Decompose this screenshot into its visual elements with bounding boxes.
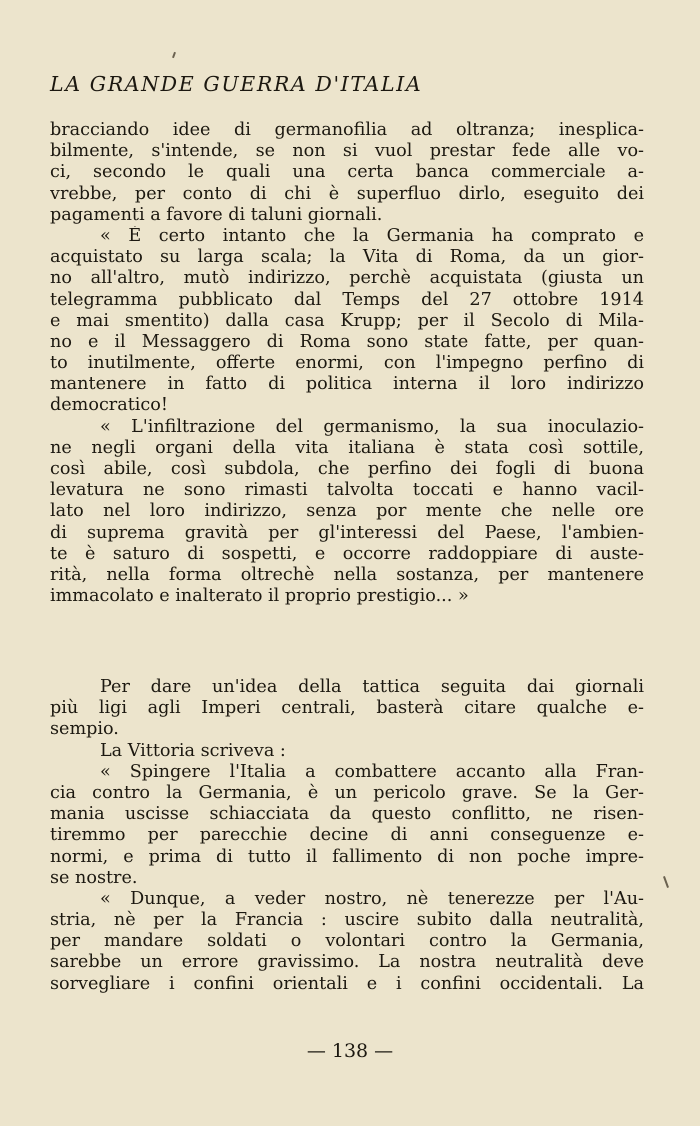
text-line: mania uscisse schiacciata da questo conflitto, ne risen- xyxy=(50,804,644,825)
text-line: « Dunque, a veder nostro, nè tenerezze per l'Au- xyxy=(100,888,644,909)
text-line: lato nel loro indirizzo, senza por mente che nelle ore xyxy=(50,501,644,522)
text-line: vrebbe, per conto di chi è superfluo dirlo, eseguito dei xyxy=(50,183,644,204)
scan-mark xyxy=(663,876,669,888)
text-line: normi, e prima di tutto il fallimento di non poche impre- xyxy=(50,846,644,867)
text-line: mantenere in fatto di politica interna il loro indirizzo xyxy=(50,374,644,395)
text-line: democratico! xyxy=(50,395,168,416)
text-block-2 xyxy=(50,677,644,995)
text-line: sempio. xyxy=(50,719,119,740)
text-line: La Vittoria scriveva : xyxy=(100,740,286,761)
text-line: « Spingere l'Italia a combattere accanto alla Fran- xyxy=(100,761,644,782)
text-line: sarebbe un errore gravissimo. La nostra neutralità deve xyxy=(50,952,644,973)
text-line: no all'altro, mutò indirizzo, perchè acquistata (giusta un xyxy=(50,268,644,289)
text-line: telegramma pubblicato dal Temps del 27 ottobre 1914 xyxy=(50,289,644,310)
text-line: ne negli organi della vita italiana è stata così sottile, xyxy=(50,437,644,458)
text-line: to inutilmente, offerte enormi, con l'impegno perfino di xyxy=(50,353,644,374)
page-number: — 138 — xyxy=(306,1040,394,1062)
text-line: acquistato su larga scala; la Vita di Roma, da un gior- xyxy=(50,247,644,268)
text-line: pagamenti a favore di taluni giornali. xyxy=(50,204,383,225)
text-line: sorvegliare i confini orientali e i confini occidentali. La xyxy=(50,973,644,994)
text-line: tiremmo per parecchie decine di anni conseguenze e- xyxy=(50,825,644,846)
text-line: stria, nè per la Francia : uscire subito dalla neutralità, xyxy=(50,910,644,931)
running-header: LA GRANDE GUERRA D'ITALIA xyxy=(50,72,423,96)
text-line: se nostre. xyxy=(50,867,138,888)
text-line: rità, nella forma oltrechè nella sostanza, per mantenere xyxy=(50,564,644,585)
text-line: Per dare un'idea della tattica seguita dai giornali xyxy=(100,677,644,697)
text-line: più ligi agli Imperi centrali, basterà citare qualche e- xyxy=(50,698,644,719)
text-line: « L'infiltrazione del germanismo, la sua inoculazio- xyxy=(100,416,644,437)
text-line: ci, secondo le quali una certa banca commerciale a- xyxy=(50,162,644,183)
text-line: immacolato e inalterato il proprio prestigio... » xyxy=(50,586,469,607)
text-line: così abile, così subdola, che perfino dei fogli di buona xyxy=(50,459,644,479)
text-line: cia contro la Germania, è un pericolo grave. Se la Ger- xyxy=(50,782,644,803)
text-line: te è saturo di sospetti, e occorre raddoppiare di auste- xyxy=(50,543,644,564)
text-line: e mai smentito) dalla casa Krupp; per il Secolo di Mila- xyxy=(50,310,644,331)
text-line: levatura ne sono rimasti talvolta toccati e hanno vacil- xyxy=(50,480,644,501)
text-line: bracciando idee di germanofilia ad oltranza; inesplica- xyxy=(50,120,644,140)
scan-mark xyxy=(172,52,176,58)
text-line: no e il Messaggero di Roma sono state fatte, per quan- xyxy=(50,331,644,352)
text-line: per mandare soldati o volontari contro la Germania, xyxy=(50,931,644,952)
text-line: di suprema gravità per gl'interessi del Paese, l'ambien- xyxy=(50,522,644,543)
text-line: bilmente, s'intende, se non si vuol prestar fede alle vo- xyxy=(50,141,644,162)
text-block-1 xyxy=(50,120,644,607)
text-line: « È certo intanto che la Germania ha comprato e xyxy=(100,225,644,246)
